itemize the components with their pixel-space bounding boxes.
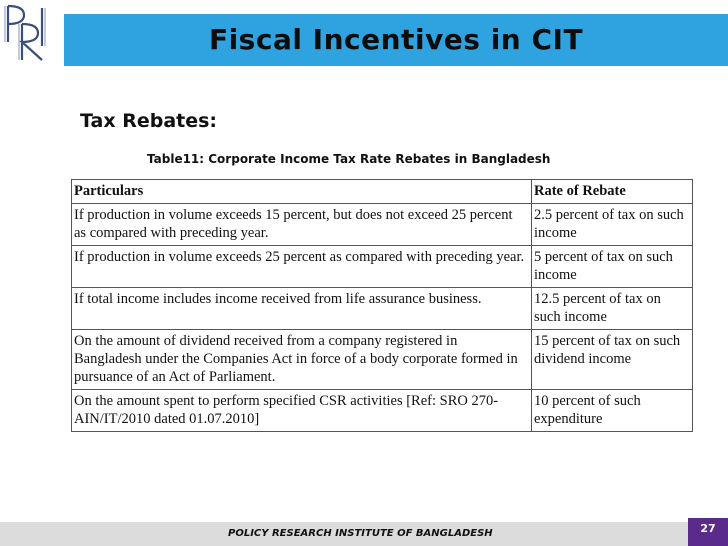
header-particulars: Particulars bbox=[72, 180, 532, 204]
table-row bbox=[72, 390, 693, 432]
table-header-row bbox=[72, 180, 693, 204]
page-number-badge bbox=[688, 518, 728, 546]
section-heading: Tax Rebates: bbox=[80, 110, 218, 132]
pri-logo bbox=[2, 2, 50, 68]
particulars-cell: If total income includes income received from life assurance business. bbox=[72, 288, 532, 330]
rebates-table bbox=[71, 179, 693, 432]
rebate-cell: 15 percent of tax on such dividend income bbox=[532, 330, 693, 390]
table-row bbox=[72, 204, 693, 246]
rebate-cell: 12.5 percent of tax on such income bbox=[532, 288, 693, 330]
footer-institute-name: POLICY RESEARCH INSTITUTE OF BANGLADESH bbox=[228, 528, 493, 539]
rebate-cell: 10 percent of such expenditure bbox=[532, 390, 693, 432]
particulars-cell: On the amount of dividend received from a company registered in Bangladesh under the Companies Act in force of a body corporate formed in pursuance of an Act of Parliament. bbox=[72, 330, 532, 390]
table-caption: Table11: Corporate Income Tax Rate Rebates in Bangladesh bbox=[147, 152, 551, 166]
particulars-cell: On the amount spent to perform specified CSR activities [Ref: SRO 270-AIN/IT/2010 dated 01.07.2010] bbox=[72, 390, 532, 432]
header-rate-of-rebate: Rate of Rebate bbox=[532, 180, 693, 204]
table-row bbox=[72, 288, 693, 330]
slide-title: Fiscal Incentives in CIT bbox=[208, 23, 584, 56]
title-bar bbox=[64, 14, 728, 66]
pri-logo-icon bbox=[2, 2, 50, 68]
particulars-cell: If production in volume exceeds 25 percent as compared with preceding year. bbox=[72, 246, 532, 288]
rebate-cell: 5 percent of tax on such income bbox=[532, 246, 693, 288]
page-number: 27 bbox=[700, 522, 716, 535]
rebate-cell: 2.5 percent of tax on such income bbox=[532, 204, 693, 246]
particulars-cell: If production in volume exceeds 15 percent, but does not exceed 25 percent as compared with preceding year. bbox=[72, 204, 532, 246]
table-row bbox=[72, 246, 693, 288]
table-row bbox=[72, 330, 693, 390]
